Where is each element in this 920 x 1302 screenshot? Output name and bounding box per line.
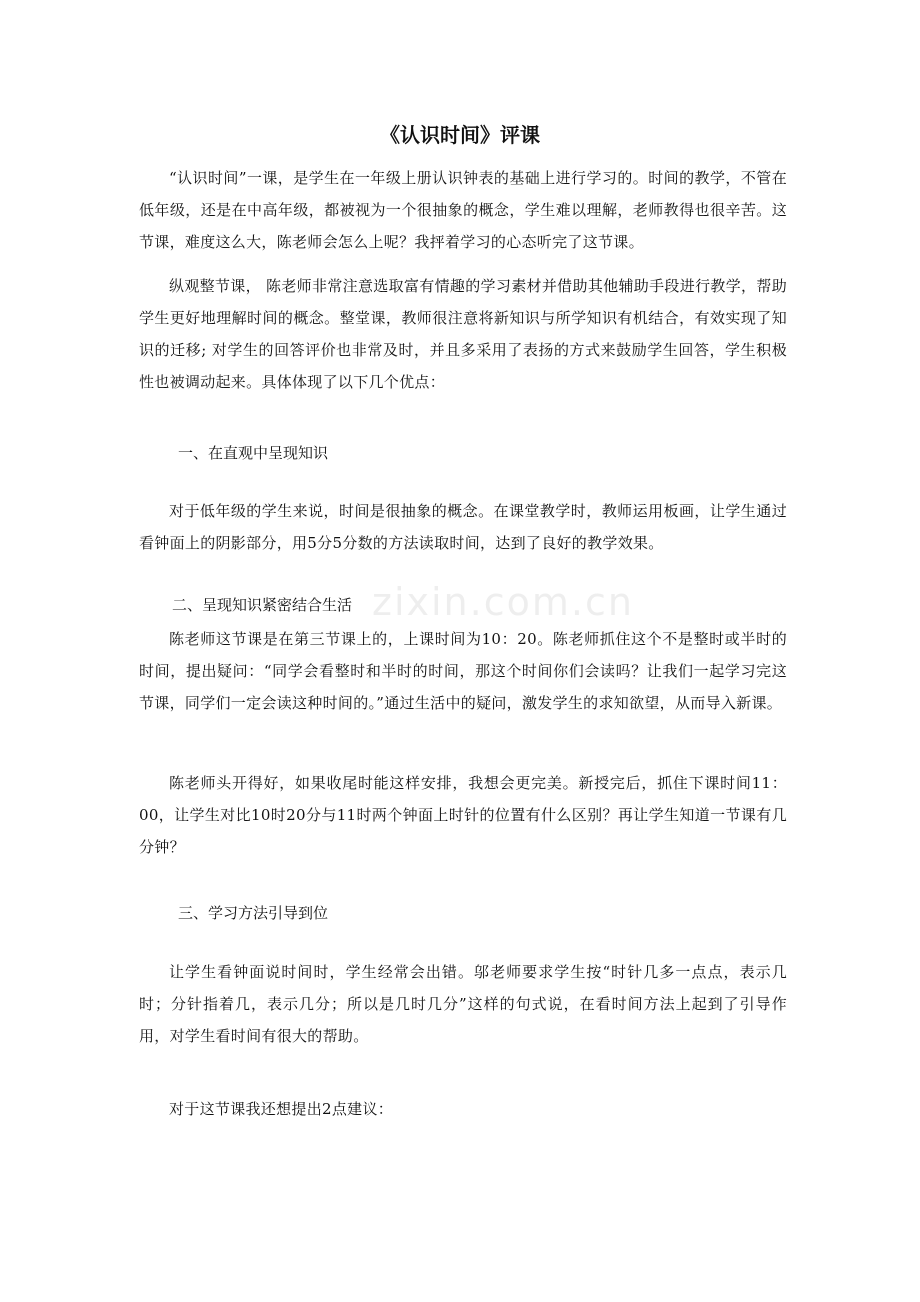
- paragraph-section-1: 对于低年级的学生来说，时间是很抽象的概念。在课堂教学时，教师运用板画，让学生通过看钟面上的阴影部分，用5分5分数的方法读取时间，达到了良好的教学效果。: [139, 502, 787, 552]
- paragraph-section-3: 让学生看钟面说时间时，学生经常会出错。邬老师要求学生按“时针几多一点点，表示几时；分针指着几，表示几分；所以是几时几分”这样的句式说，在看时间方法上起到了引导作用，对学生看时间有很大的帮助。: [139, 963, 787, 1045]
- paragraph-section-2a: 陈老师这节课是在第三节课上的，上课时间为10：20。陈老师抓住这个不是整时或半时的时间，提出疑问：“同学会看整时和半时的时间，那这个时间你们会读吗？让我们一起学习完这节课，同学们一定会读这种时间的。”通过生活中的疑问，激发学生的求知欲望，从而导入新课。: [139, 630, 787, 712]
- section-heading-3: 三、学习方法引导到位: [178, 904, 329, 922]
- paragraph-suggestions: 对于这节课我还想提出2点建议：: [169, 1100, 394, 1118]
- document-title: 《认识时间》评课: [380, 123, 540, 147]
- paragraph-overview: 纵观整节课， 陈老师非常注意选取富有情趣的学习素材并借助其他辅助手段进行教学，帮助学生更好地理解时间的概念。整堂课，教师很注意将新知识与所学知识有机结合，有效实现了知识的迁移; 对学生的回答评价也非常及时，并且多采用了表扬的方式来鼓励学生回答，学生积极性也被调动起来。具体体现了以下几个优点：: [139, 277, 787, 391]
- paragraph-section-2b: 陈老师头开得好，如果收尾时能这样安排，我想会更完美。新授完后，抓住下课时间11：00，让学生对比10时20分与11时两个钟面上时针的位置有什么区别？再让学生知道一节课有几分钟？: [139, 774, 787, 856]
- watermark: zixin.com.cn: [372, 580, 634, 624]
- section-heading-1: 一、在直观中呈现知识: [178, 444, 329, 462]
- paragraph-intro: “认识时间”一课，是学生在一年级上册认识钟表的基础上进行学习的。时间的教学，不管在低年级，还是在中高年级，都被视为一个很抽象的概念，学生难以理解，老师教得也很辛苦。这节课，难度这么大，陈老师会怎么上呢？我抨着学习的心态听完了这节课。: [139, 169, 787, 251]
- section-heading-2: 二、呈现知识紧密结合生活: [172, 596, 353, 614]
